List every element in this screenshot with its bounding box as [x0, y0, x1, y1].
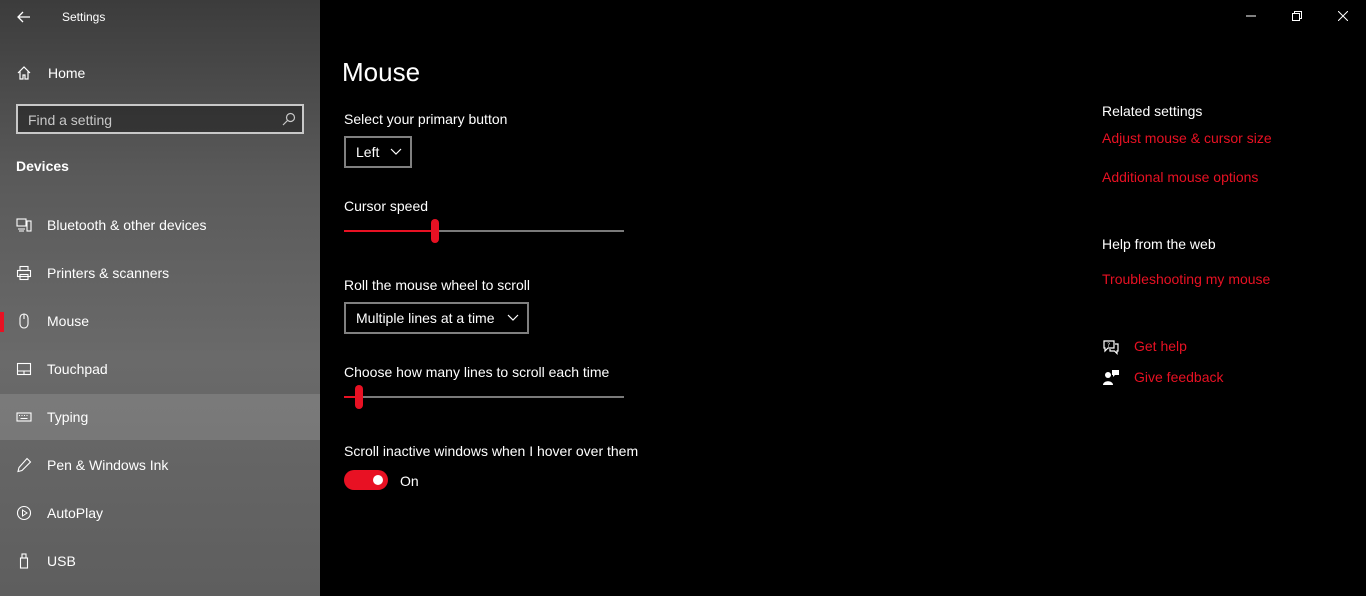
sidebar-item-label: Printers & scanners	[47, 265, 170, 281]
dropdown-value: Left	[356, 144, 380, 160]
back-button[interactable]	[10, 5, 38, 29]
page-title: Mouse	[342, 57, 421, 87]
touchpad-icon	[16, 361, 32, 377]
search-input[interactable]	[16, 104, 304, 134]
back-arrow-icon	[17, 11, 31, 23]
sidebar-item-label: AutoPlay	[47, 505, 104, 521]
app-title: Settings	[62, 10, 106, 24]
get-help-row[interactable]	[1102, 337, 1302, 357]
give-feedback-icon	[1102, 369, 1120, 387]
pen-icon	[16, 457, 32, 473]
primary-button-label: Select your primary button	[344, 111, 508, 127]
keyboard-icon	[16, 409, 32, 425]
close-button[interactable]	[1320, 0, 1366, 32]
sidebar	[0, 0, 320, 596]
cursor-speed-label: Cursor speed	[344, 198, 429, 214]
adjust-mouse-cursor-size-link[interactable]: Adjust mouse & cursor size	[1102, 130, 1272, 146]
home-icon	[16, 65, 32, 81]
toggle-state-label: On	[400, 473, 419, 489]
printer-icon	[16, 265, 32, 281]
troubleshooting-link[interactable]: Troubleshooting my mouse	[1102, 271, 1271, 287]
give-feedback-link[interactable]: Give feedback	[1134, 369, 1224, 385]
home-nav[interactable]	[0, 56, 320, 90]
main-content	[320, 0, 1366, 596]
restore-button[interactable]	[1274, 0, 1320, 32]
sidebar-item-label: Pen & Windows Ink	[47, 457, 169, 473]
wheel-scroll-label: Roll the mouse wheel to scroll	[344, 277, 530, 293]
scroll-inactive-label: Scroll inactive windows when I hover over them	[344, 443, 639, 459]
lines-to-scroll-label: Choose how many lines to scroll each time	[344, 364, 610, 380]
chevron-down-icon	[390, 147, 402, 157]
section-title: Devices	[16, 158, 69, 174]
mouse-icon	[16, 313, 32, 329]
toggle-knob	[373, 475, 383, 485]
minimize-button[interactable]	[1228, 0, 1274, 32]
slider-track	[344, 396, 624, 398]
search-placeholder: Find a setting	[28, 112, 113, 128]
sidebar-item-label: Bluetooth & other devices	[47, 217, 207, 233]
slider-thumb[interactable]	[355, 385, 363, 409]
related-settings-title: Related settings	[1102, 103, 1203, 119]
window-controls	[1228, 0, 1366, 32]
sidebar-item-touchpad[interactable]	[0, 346, 320, 392]
sidebar-item-typing[interactable]	[0, 394, 320, 440]
cursor-speed-slider[interactable]	[344, 219, 624, 243]
sidebar-item-label: Touchpad	[47, 361, 108, 377]
help-from-web-title: Help from the web	[1102, 236, 1216, 252]
sidebar-item-pen[interactable]	[0, 442, 320, 488]
dropdown-value: Multiple lines at a time	[356, 310, 495, 326]
sidebar-item-usb[interactable]	[0, 538, 320, 584]
additional-mouse-options-link[interactable]: Additional mouse options	[1102, 169, 1259, 185]
primary-button-dropdown[interactable]	[344, 136, 412, 168]
home-label: Home	[48, 65, 86, 81]
chevron-down-icon	[507, 313, 519, 323]
autoplay-icon	[16, 505, 32, 521]
usb-icon	[16, 553, 32, 569]
sidebar-item-autoplay[interactable]	[0, 490, 320, 536]
svg-text:?: ?	[1107, 342, 1111, 349]
sidebar-item-bluetooth[interactable]	[0, 202, 320, 248]
get-help-link[interactable]: Get help	[1134, 338, 1187, 354]
sidebar-item-label: Mouse	[47, 313, 90, 329]
give-feedback-row[interactable]	[1102, 368, 1302, 388]
lines-to-scroll-slider[interactable]	[344, 385, 624, 409]
sidebar-item-mouse[interactable]	[0, 298, 320, 344]
bluetooth-devices-icon	[16, 217, 32, 233]
sidebar-item-label: Typing	[47, 409, 89, 425]
restore-icon	[1292, 11, 1302, 21]
scroll-inactive-toggle[interactable]	[344, 470, 388, 490]
sidebar-item-label: USB	[47, 553, 76, 569]
search-icon[interactable]	[282, 112, 296, 126]
get-help-icon	[1102, 338, 1120, 356]
selected-indicator	[0, 312, 4, 332]
minimize-icon	[1246, 11, 1256, 21]
sidebar-item-printers[interactable]	[0, 250, 320, 296]
slider-thumb[interactable]	[431, 219, 439, 243]
wheel-scroll-dropdown[interactable]	[344, 302, 529, 334]
close-icon	[1338, 11, 1348, 21]
title-bar	[0, 0, 320, 34]
slider-fill	[344, 230, 435, 232]
